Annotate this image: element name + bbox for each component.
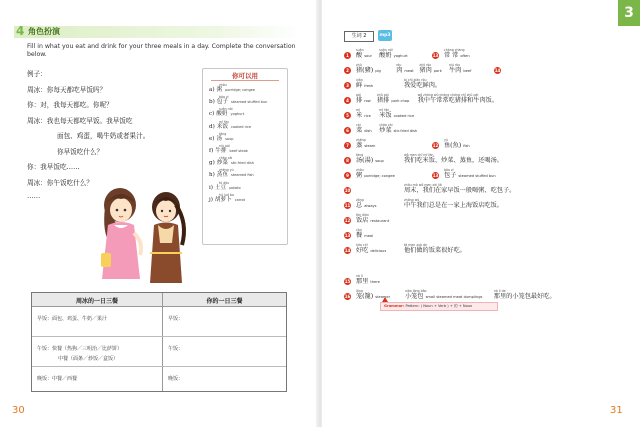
vocab-pinyin: zhū pái	[377, 93, 389, 97]
vocab-pinyin: suān nǎi	[379, 48, 393, 52]
vocab-english: sour	[364, 54, 373, 58]
vocab-pinyin: mǐ fàn	[379, 108, 390, 112]
hint-hanzi: 土豆	[214, 184, 227, 191]
hint-row	[209, 136, 234, 143]
vocab-word	[356, 97, 371, 105]
hint-hanzi: 蒸鱼	[216, 172, 228, 179]
section-header	[14, 26, 300, 38]
example-sentence: 中午我们总是在一家上海饭店吃饭。	[404, 202, 503, 209]
vocab-pinyin: fàn diàn	[356, 213, 369, 217]
vocab-english: rice	[364, 114, 371, 118]
vocab-word	[379, 127, 417, 135]
vocab-english: dish	[364, 129, 372, 133]
table-input-lunch[interactable]: 午饭：	[168, 346, 184, 352]
table-input-dinner[interactable]: 晚饭：	[168, 376, 184, 382]
vocab-row	[344, 63, 634, 78]
dialogue-line: 你：我早饭吃……	[27, 163, 80, 171]
table-header-you: 你的一日三餐	[206, 298, 243, 305]
vocab-english: row	[364, 99, 371, 103]
chapter-tab: 3	[618, 0, 640, 26]
vocab-pinyin: zhōu	[356, 168, 364, 172]
vocab-pinyin: lóng	[356, 289, 363, 293]
example-sentence: 我爱吃鲜肉。	[404, 82, 442, 89]
hint-english: steamed stuffed bun	[230, 100, 268, 105]
vocab-number: 5	[344, 112, 351, 119]
vocab-pinyin: chǎo cài	[379, 123, 393, 127]
hint-english: porridge; congee	[225, 88, 255, 92]
vocab-hanzi: 那里	[356, 278, 369, 285]
vocab-number: 14	[344, 248, 351, 253]
hint-row	[209, 111, 244, 118]
vocab-number: 14	[494, 68, 501, 73]
vocab-number: 3	[344, 82, 351, 89]
vocab-hanzi: 炒菜	[379, 127, 392, 134]
table-divider-vertical	[162, 293, 163, 391]
vocab-word	[444, 172, 496, 180]
example-sentence: 我们吃米饭、炒菜、蒸鱼，还喝汤。	[404, 157, 503, 164]
vocab-hanzi: 小笼包	[405, 293, 424, 300]
vocab-hanzi: 总	[356, 202, 363, 209]
vocab-row	[344, 153, 634, 168]
vocab-word	[449, 67, 471, 75]
vocab-english: cooked rice	[393, 114, 415, 118]
vocab-pinyin: niú ròu	[449, 63, 461, 67]
dialogue-line: ……	[27, 192, 41, 200]
sentence-pinyin: ài chī xiān ròu	[404, 78, 427, 82]
vocab-row	[344, 168, 634, 183]
vocab-number: 10	[344, 188, 351, 193]
vocab-word	[444, 52, 470, 60]
hint-box-title: 你可以用	[232, 72, 258, 80]
vocab-hanzi: 猪(豬)	[356, 67, 374, 74]
vocab-number: 2	[344, 67, 351, 74]
vocab-hanzi: 粥	[356, 172, 363, 179]
vocab-pinyin: tāng	[356, 153, 364, 157]
vocab-number: 7	[344, 142, 351, 149]
vocab-english: stir-fried dish	[393, 129, 418, 133]
hint-number: i)	[209, 184, 213, 191]
vocab-english: pork chop	[391, 99, 410, 103]
vocab-hanzi: 鲜	[356, 82, 363, 89]
vocab-word	[356, 142, 375, 150]
vocab-pinyin: cān	[356, 228, 362, 232]
vocab-row	[344, 93, 634, 108]
hint-row	[209, 124, 251, 131]
vocab-english: there	[370, 280, 380, 284]
vocab-row	[344, 48, 634, 63]
vocab-number: 6	[344, 127, 351, 134]
hint-hanzi: 粥	[216, 87, 223, 93]
dialogue-line: 周冰：你每天都吃早饭吗？	[27, 85, 107, 94]
sentence-pinyin: zhōu mò wǒ men zài jiā	[404, 183, 442, 187]
hint-english: potato	[229, 185, 241, 190]
hint-hanzi: 炒菜	[216, 160, 228, 167]
hint-row	[209, 99, 267, 106]
vocab-hanzi: 笼(籠)	[356, 293, 374, 300]
vocab-hanzi: 蒸	[356, 142, 363, 149]
hint-english: yoghurt	[230, 112, 245, 117]
vocab-word	[356, 67, 381, 75]
table-header	[32, 293, 286, 307]
vocab-english: small steamed meat dumplings	[425, 295, 483, 299]
sentence-pinyin: wǒ men chī mǐ fàn	[404, 153, 434, 157]
hint-number: b)	[209, 99, 215, 106]
hint-hanzi: 牛排	[215, 147, 227, 154]
vocab-pinyin: cháng cháng	[444, 48, 465, 52]
hint-item	[209, 144, 289, 156]
hint-english: cooked rice	[230, 124, 252, 129]
vocab-word	[444, 142, 470, 150]
hint-english: soup	[225, 136, 234, 141]
vocab-english: yoghurt	[393, 54, 408, 58]
hint-number: g)	[209, 160, 215, 167]
sentence-pinyin: nà lǐ de	[493, 289, 506, 293]
dialogue-line: 周冰：我也每天都吃早饭。我早饭吃	[27, 116, 133, 125]
girls-illustration	[96, 183, 196, 291]
vocab-hanzi: 猪肉	[419, 67, 432, 74]
table-cell: 中餐（面条／炒饭／盒饭）	[58, 356, 119, 362]
vocab-hanzi: 猪排	[377, 97, 390, 104]
vocab-hanzi: 好吃	[356, 247, 369, 254]
vocab-number: 15	[344, 279, 351, 284]
vocab-english: delicious	[370, 249, 387, 253]
vocab-pinyin: zhū	[356, 63, 362, 67]
vocab-english: soup	[375, 159, 384, 163]
hint-items	[209, 83, 289, 205]
vocab-pinyin: zhēng	[356, 138, 366, 142]
vocab-english: steamed stuffed bun	[458, 174, 496, 178]
vocab-hanzi: 菜	[356, 127, 363, 134]
hint-number: c)	[209, 111, 215, 118]
section-number: 4	[16, 24, 25, 38]
vocab-row	[344, 138, 634, 153]
vocab-english: restaurant	[370, 219, 390, 223]
table-cell: 早饭：面包、鸡蛋、牛奶／果汁	[37, 316, 108, 322]
vocab-pinyin: mǐ	[356, 108, 360, 112]
hint-pinyin: zhēng yú	[219, 168, 234, 173]
grammar-note	[380, 302, 498, 311]
hint-row	[209, 160, 254, 167]
vocab-number: 1	[344, 52, 351, 59]
vocab-english: often	[460, 54, 470, 58]
vocab-word	[356, 202, 377, 210]
hint-number: d)	[209, 123, 215, 130]
meal-table	[31, 292, 287, 392]
hint-pinyin: zhōu	[219, 83, 227, 87]
table-cell: 晚饭：中餐／西餐	[37, 376, 78, 382]
hint-row	[209, 172, 254, 179]
hint-item	[209, 156, 289, 168]
table-header-zhoubing: 周冰的一日三餐	[75, 298, 118, 305]
hint-number: h)	[209, 172, 215, 179]
vocab-pinyin: pái	[356, 93, 361, 97]
hint-english: carrot	[234, 197, 246, 202]
hint-item	[209, 120, 289, 132]
hint-pinyin: hú luó bo	[219, 192, 234, 197]
table-divider	[32, 336, 286, 337]
left-page	[0, 0, 318, 427]
vocab-word	[356, 112, 371, 120]
vocab-number: 12	[344, 218, 351, 223]
example-sentence: 他们做的饭菜很好吃。	[404, 247, 466, 254]
dialogue-line: 面包、鸡蛋，喝牛奶或者果汁。	[57, 132, 150, 140]
sentence-pinyin: zhōng wǔ	[404, 198, 420, 202]
vocab-pinyin: bāo zi	[444, 168, 454, 172]
table-cell: 午饭：快餐（热狗／三明治／比萨饼）	[37, 346, 123, 352]
section-title: 角色扮演	[28, 27, 60, 36]
vocab-number: 12	[432, 143, 439, 148]
hint-hanzi: 胡萝卜	[214, 196, 232, 203]
example-sentence: 我中午常常吃猪排和牛肉饭。	[417, 97, 499, 104]
vocab-tab: 生词 2	[344, 31, 374, 42]
right-page	[322, 0, 640, 427]
dialogue-line: 你：对，我每天都吃。你呢？	[27, 101, 113, 109]
hint-item	[209, 181, 289, 193]
vocab-pinyin: xiǎo lóng bāo	[405, 289, 427, 293]
vocab-pinyin: zhū ròu	[419, 63, 432, 67]
vocab-english: porridge; congee	[364, 174, 395, 178]
vocab-number: 11	[344, 203, 351, 208]
example-sentence: 那里的小笼包最好吃。	[493, 293, 556, 300]
hint-pinyin: suān nǎi	[219, 107, 233, 112]
hint-english: steamed fish	[231, 173, 254, 178]
vocab-row	[344, 183, 634, 198]
vocab-word	[356, 232, 373, 240]
instructions: Fill in what you eat and drink for your three meals in a day. Complete the conversation below.	[27, 43, 296, 58]
vocab-hanzi: 米饭	[379, 112, 392, 119]
vocab-word	[379, 112, 414, 120]
dialogue-line: 周冰：你午饭吃什么？	[27, 178, 93, 187]
vocab-english: fish	[463, 144, 470, 148]
vocab-word	[356, 278, 380, 286]
page-number: 30	[12, 405, 25, 416]
hint-item	[209, 168, 289, 180]
grammar-tag: Grammar:	[384, 304, 405, 308]
example-sentence: 周末，我们在家早饭一般喝粥、吃包子。	[404, 187, 516, 194]
vocab-english: steam	[364, 144, 376, 148]
vocab-word	[356, 172, 395, 180]
hint-row	[209, 197, 245, 204]
vocab-hanzi: 常 常	[444, 52, 459, 59]
vocab-hanzi: 牛肉	[449, 67, 462, 74]
page-number: 31	[610, 405, 623, 416]
grammar-text: Pattern: ( Noun + Verb ) + 的 + Noun	[405, 304, 473, 308]
vocab-row	[344, 78, 634, 93]
vocab-english: beef	[463, 69, 472, 73]
hint-item	[209, 83, 289, 95]
hint-item	[209, 107, 289, 119]
vocab-pinyin: zǒng	[356, 198, 364, 202]
dialogue-line: 例子：	[27, 70, 47, 78]
hint-item	[209, 132, 289, 144]
vocab-word	[356, 52, 372, 60]
hint-row	[209, 148, 248, 155]
vocab-hanzi: 酸奶	[379, 52, 392, 59]
vocab-number: 13	[344, 233, 351, 238]
hint-pinyin: bāo zi	[219, 95, 229, 100]
hint-pinyin: mǐ fàn	[219, 119, 230, 124]
hint-hanzi: 酸奶	[216, 111, 228, 118]
vocab-row	[344, 123, 634, 138]
table-divider	[32, 366, 286, 367]
hint-pinyin: niú pái	[219, 143, 230, 148]
vocab-word	[396, 67, 414, 75]
vocab-number: 4	[344, 97, 351, 104]
vocab-english: steamer	[375, 295, 391, 299]
vocab-english: pig	[375, 69, 381, 73]
hint-hanzi: 汤	[216, 135, 223, 142]
vocab-row	[344, 228, 634, 243]
vocab-row	[344, 108, 634, 123]
vocab-word	[356, 127, 372, 135]
hint-hanzi: 米饭	[216, 123, 228, 130]
vocab-pinyin: yú	[444, 138, 448, 142]
vocab-word	[356, 247, 386, 255]
vocab-english: meal	[364, 234, 374, 238]
hint-box	[202, 68, 288, 245]
hint-pinyin: chǎo cài	[219, 156, 233, 161]
sentence-pinyin: tā men zuò de	[404, 243, 427, 247]
vocab-hanzi: 肉	[396, 67, 403, 74]
vocab-row	[344, 243, 634, 258]
vocab-hanzi: 排	[356, 97, 363, 104]
hint-title-underline	[211, 80, 279, 81]
vocab-word	[419, 67, 441, 75]
vocab-row	[344, 213, 634, 228]
hint-item	[209, 95, 289, 107]
vocab-hanzi: 鱼(魚)	[444, 142, 462, 149]
vocab-pinyin: suān	[356, 48, 364, 52]
hint-english: stir-fried dish	[230, 161, 254, 166]
vocab-hanzi: 餐	[356, 232, 363, 239]
vocab-english: fresh	[364, 84, 374, 88]
sentence-pinyin: wǒ zhōng wǔ cháng cháng chī zhū pái	[417, 93, 479, 97]
audio-icon[interactable]: mp3	[378, 30, 392, 41]
hint-english: beef steak	[229, 148, 248, 153]
hint-number: j)	[209, 196, 213, 203]
dialogue-line: 你早饭吃什么？	[57, 147, 104, 156]
vocab-pinyin: hǎo chī	[356, 243, 368, 247]
hint-pinyin: tǔ dòu	[219, 180, 230, 185]
vocab-hanzi: 米	[356, 112, 363, 119]
vocab-word	[405, 293, 482, 301]
vocab-hanzi: 汤(湯)	[356, 157, 374, 164]
vocab-english: meat	[404, 69, 414, 73]
hint-number: a)	[209, 87, 215, 93]
vocab-pinyin: cài	[356, 123, 361, 127]
vocab-number: 16	[344, 294, 351, 299]
hint-row	[209, 87, 255, 94]
hint-row	[209, 185, 241, 192]
vocab-number: 13	[432, 173, 439, 178]
vocab-word	[356, 157, 384, 165]
hint-number: e)	[209, 135, 215, 142]
hint-number: f)	[209, 147, 214, 154]
vocab-hanzi: 包子	[444, 172, 457, 179]
vocab-hanzi: 饭店	[356, 217, 369, 224]
vocab-number: 13	[432, 53, 439, 58]
hint-hanzi: 包子	[216, 99, 228, 106]
table-input-breakfast[interactable]: 早饭：	[168, 316, 184, 322]
vocab-pinyin: xiān	[356, 78, 363, 82]
vocab-pinyin: nà lǐ	[356, 274, 363, 278]
vocab-word	[377, 97, 409, 105]
hint-pinyin: tāng	[219, 131, 227, 136]
vocab-row	[344, 198, 634, 213]
vocab-english: pork	[433, 69, 442, 73]
vocab-english: always	[364, 204, 377, 208]
vocab-number: 8	[344, 157, 351, 164]
vocab-number: 9	[344, 172, 351, 179]
hint-item	[209, 193, 289, 205]
vocab-word	[356, 217, 389, 225]
vocab-word	[356, 82, 373, 90]
vocab-hanzi: 酸	[356, 52, 363, 59]
vocab-row	[344, 274, 634, 289]
vocab-word	[379, 52, 407, 60]
vocab-pinyin: ròu	[396, 63, 402, 67]
